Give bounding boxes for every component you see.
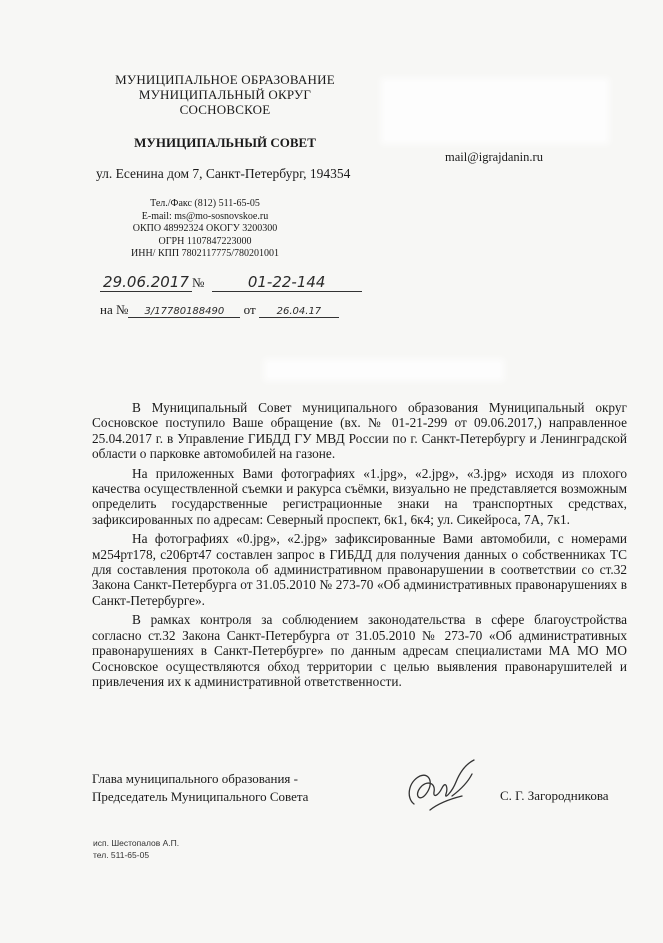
executor-info bbox=[93, 837, 179, 861]
registration-date: 29.06.2017 bbox=[100, 273, 192, 292]
signatory-title-line-2: Председатель Муниципального Совета bbox=[92, 789, 309, 804]
org-email: E-mail: ms@mo-sosnovskoe.ru bbox=[141, 210, 269, 222]
signatory-title-line-1: Глава муниципального образования - bbox=[92, 771, 298, 786]
council-title: МУНИЦИПАЛЬНЫЙ СОВЕТ bbox=[134, 135, 316, 150]
reference-row bbox=[100, 302, 339, 318]
org-inn: ИНН/ КПП 7802117775/780201001 bbox=[131, 248, 279, 259]
org-ogrn: ОГРН 1107847223000 bbox=[158, 235, 252, 247]
handwritten-signature bbox=[400, 752, 495, 822]
reference-number: 3/17780188490 bbox=[128, 306, 240, 318]
letterhead-org bbox=[95, 72, 355, 117]
registration-no-label: № bbox=[192, 275, 205, 290]
org-phone: Тел./Факс (812) 511-65-05 bbox=[150, 198, 260, 209]
org-line-2: МУНИЦИПАЛЬНЫЙ ОКРУГ bbox=[138, 87, 312, 102]
org-address: ул. Есенина дом 7, Санкт-Петербург, 194354 bbox=[96, 166, 351, 181]
executor-phone: тел. 511-65-05 bbox=[93, 850, 150, 860]
org-line-1: МУНИЦИПАЛЬНОЕ ОБРАЗОВАНИЕ bbox=[115, 72, 335, 87]
redacted-salutation bbox=[268, 363, 500, 377]
signatory-name: С. Г. Загородникова bbox=[500, 788, 609, 803]
redacted-recipient bbox=[385, 82, 605, 140]
paragraph-2: На приложенных Вами фотографиях «1.jpg», «2.jpg», «3.jpg» исходя из плохого качества осуществленной съемки и ракурса съёмки, визуально не представляется возможным определить государственные регистрационные знаки на транспортных средствах, зафиксированных по адресам: Северный проспект, 6к1, 6к4; ул. Сикейроса, 7А, 7к1. bbox=[92, 465, 627, 527]
reference-from-label: от bbox=[243, 302, 256, 317]
reference-prefix: на № bbox=[100, 302, 129, 317]
signatory-title bbox=[92, 770, 308, 806]
paragraph-4: В рамках контроля за соблюдением законодательства в сфере благоустройства согласно ст.32 Закона Санкт-Петербурга от 31.05.2010 № 273-70 «Об административных правонарушениях в Санкт-Петербурге» по данным адресам специалистами МА МО МО Сосновское осуществляются обход территории с целью выявления правонарушителей и привлечения их к административной ответственности. bbox=[92, 612, 627, 689]
executor-name: исп. Шестопалов А.П. bbox=[93, 838, 180, 848]
registration-row bbox=[100, 273, 362, 292]
org-line-3: СОСНОВСКОЕ bbox=[179, 102, 271, 117]
paragraph-3: На фотографиях «0.jpg», «2.jpg» зафиксированные Вами автомобили, с номерами м254рт178, с206рт47 составлен запрос в ГИБДД для получения данных о собственниках ТС для составления протокола об административном правонарушении в соответствии со ст.32 Закона Санкт-Петербурга от 31.05.2010 № 273-70 «Об административных правонарушениях в Санкт-Петербурге». bbox=[92, 531, 627, 608]
letter-body bbox=[92, 400, 627, 693]
org-okpo: ОКПО 48992324 ОКОГУ 3200300 bbox=[132, 223, 278, 234]
org-contacts bbox=[110, 198, 300, 261]
recipient-email: mail@igrajdanin.ru bbox=[445, 150, 543, 164]
registration-number: 01-22-144 bbox=[212, 273, 362, 292]
paragraph-1: В Муниципальный Совет муниципального образования Муниципальный округ Сосновское поступило Ваше обращение (вх. № 01-21-299 от 09.06.2017,) направленное 25.04.2017 г. в Управление ГИБДД ГУ МВД России по г. Санкт-Петербургу и Ленинградской области о парковке автомобилей на газоне. bbox=[92, 400, 627, 462]
reference-date: 26.04.17 bbox=[259, 306, 339, 318]
